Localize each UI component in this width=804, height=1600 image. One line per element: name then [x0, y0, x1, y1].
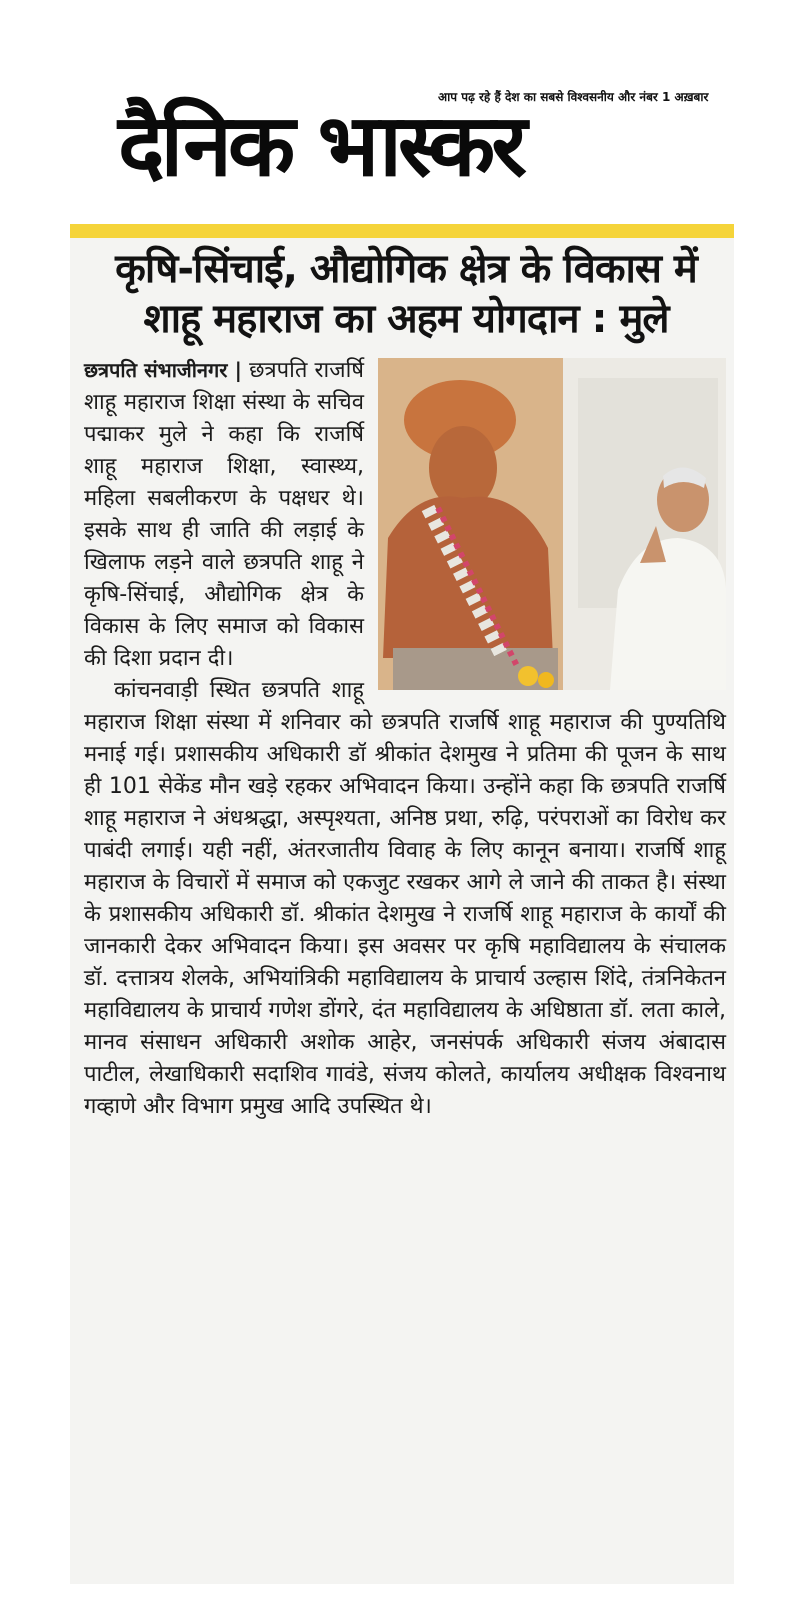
statue-tribute-photo [378, 358, 726, 690]
dateline: छत्रपति संभाजीनगर | [84, 358, 242, 382]
article-photo [378, 358, 726, 690]
newspaper-logo: दैनिक भास्कर [118, 96, 524, 196]
article-headline: कृषि-सिंचाई, औद्योगिक क्षेत्र के विकास में शाहू महाराज का अहम योगदान : मुले [115, 246, 697, 342]
masthead-tagline: आप पढ़ रहे हैं देश का सबसे विश्वसनीय और नंबर 1 अख़बार [438, 90, 709, 104]
article-body [84, 354, 726, 1123]
article-paragraph-2: कांचनवाड़ी स्थित छत्रपति शाहू महाराज शिक्षा संस्था में शनिवार को छत्रपति राजर्षि शाहू महाराज की पुण्यतिथि मनाई गई। प्रशासकीय अधिकारी डॉ श्रीकांत देशमुख ने प्रतिमा की पूजन के साथ ही 101 सेकेंड मौन खड़े रहकर अभिवादन किया। उन्होंने कहा कि छत्रपति राजर्षि शाहू महाराज ने अंधश्रद्धा, अस्पृश्यता, अनिष्ठ प्रथा, रुढ़ि, परंपराओं का विरोध कर पाबंदी लगाई। यही नहीं, अंतरजातीय विवाह के लिए कानून बनाया। राजर्षि शाहू महाराज के विचारों में समाज को एकजुट रखकर आगे ले जाने की ताकत है। संस्था के प्रशासकीय अधिकारी डॉ. श्रीकांत देशमुख ने राजर्षि शाहू महाराज के कार्यों की जानकारी देकर अभिवादन किया। इस अवसर पर कृषि महाविद्यालय के संचालक डॉ. दत्तात्रय शेलके, अभियांत्रिकी महाविद्यालय के प्राचार्य उल्हास शिंदे, तंत्रनिकेतन महाविद्यालय के प्राचार्य गणेश डोंगरे, दंत महाविद्यालय के अधिष्ठाता डॉ. लता काले, मानव संसाधन अधिकारी अशोक आहेर, जनसंपर्क अधिकारी संजय अंबादास पाटील, लेखाधिकारी सदाशिव गावंडे, संजय कोलते, कार्यालय अधीक्षक विश्वनाथ गव्हाणे और विभाग प्रमुख आदि उपस्थित थे। [84, 678, 726, 1119]
accent-bar [70, 224, 734, 238]
news-clipping [70, 224, 734, 1584]
masthead [0, 0, 804, 210]
article-paragraph-1: छत्रपति राजर्षि शाहू महाराज शिक्षा संस्था के सचिव पद्माकर मुले ने कहा कि राजर्षि शाहू महाराज शिक्षा, स्वास्थ्य, महिला सबलीकरण के पक्षधर थे। इसके साथ ही जाति की लड़ाई के खिलाफ लड़ने वाले छत्रपति शाहू ने कृषि-सिंचाई, औद्योगिक क्षेत्र के विकास के लिए समाज को विकास की दिशा प्रदान दी। [84, 358, 364, 671]
